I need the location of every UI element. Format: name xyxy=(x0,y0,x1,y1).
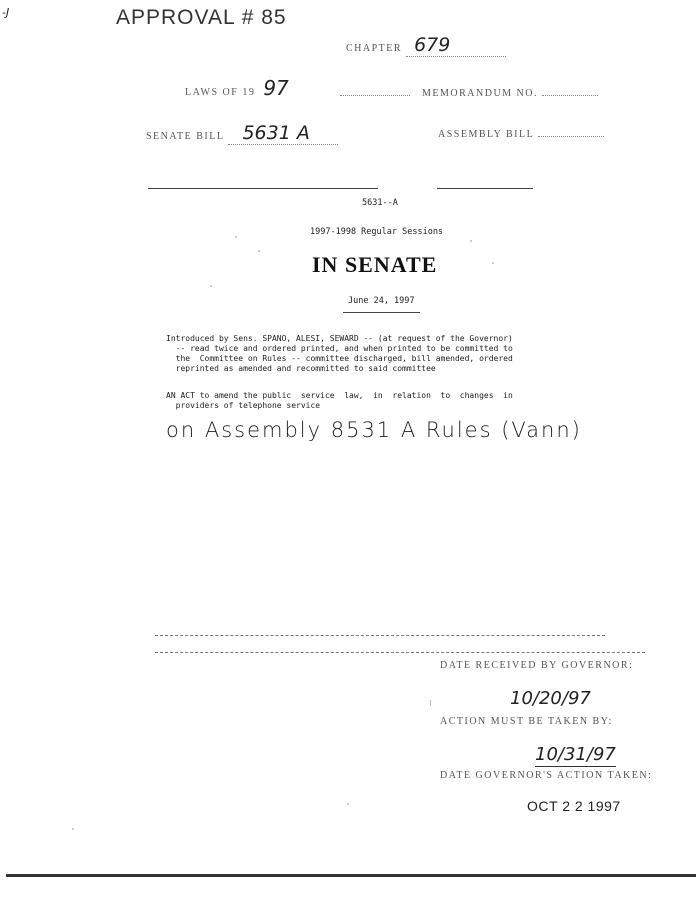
page-title: IN SENATE xyxy=(312,252,438,277)
chapter-field xyxy=(346,34,506,57)
scan-speck xyxy=(72,828,74,830)
memorandum-value xyxy=(542,95,598,96)
separator-left xyxy=(148,188,378,189)
introduction-line: the Committee on Rules -- committee discharged, bill amended, ordered xyxy=(166,354,513,363)
act-line: providers of telephone service xyxy=(166,401,321,410)
action-value: 10/31/97 xyxy=(535,744,616,765)
date-underline xyxy=(343,312,420,313)
memorandum-field xyxy=(340,83,598,101)
scan-speck xyxy=(492,262,494,264)
laws-label: LAWS OF 19 xyxy=(185,87,256,98)
lower-divider-1 xyxy=(155,635,605,636)
action-label: ACTION MUST BE TAKEN BY: xyxy=(440,716,613,727)
chapter-label: CHAPTER xyxy=(346,43,403,54)
taken-value-stamp: OCT 2 2 1997 xyxy=(527,798,621,814)
scan-speck xyxy=(430,700,431,706)
taken-label: DATE GOVERNOR'S ACTION TAKEN: xyxy=(440,770,653,781)
act-line: AN ACT to amend the public service law, in relation to changes in xyxy=(166,391,513,400)
handwritten-note: on Assembly 8531 A Rules (Vann) xyxy=(166,418,582,442)
assembly-bill-value xyxy=(538,136,604,137)
session-line: 1997-1998 Regular Sessions xyxy=(310,227,444,237)
scan-speck xyxy=(258,250,260,252)
separator-right xyxy=(437,188,533,189)
senate-bill-value: 5631 A xyxy=(228,122,338,145)
senate-bill-field xyxy=(146,122,338,145)
scan-bottom-edge xyxy=(6,874,696,877)
introduction-line: reprinted as amended and recommitted to said committee xyxy=(166,364,436,373)
chapter-value: 679 xyxy=(406,34,506,57)
received-label: DATE RECEIVED BY GOVERNOR: xyxy=(440,660,634,671)
corner-mark: -J xyxy=(2,6,10,19)
received-value: 10/20/97 xyxy=(510,688,591,709)
lower-divider-2 xyxy=(155,652,645,653)
memorandum-label: MEMORANDUM NO. xyxy=(422,88,539,99)
scan-speck xyxy=(470,240,472,242)
scan-speck xyxy=(347,803,349,805)
laws-value: 97 xyxy=(263,76,289,100)
bill-number: 5631--A xyxy=(362,198,398,208)
assembly-bill-label: ASSEMBLY BILL xyxy=(438,129,535,140)
memorandum-blank xyxy=(340,95,410,96)
introduction-line: -- read twice and ordered printed, and when printed to be committed to xyxy=(166,344,513,353)
bill-date: June 24, 1997 xyxy=(348,296,415,306)
laws-field xyxy=(185,76,289,100)
introduction-paragraph xyxy=(166,334,513,374)
act-paragraph xyxy=(166,391,513,411)
senate-bill-label: SENATE BILL xyxy=(146,131,225,142)
introduction-line: Introduced by Sens. SPANO, ALESI, SEWARD -- (at request of the Governor) xyxy=(166,334,513,343)
scan-speck xyxy=(235,236,237,238)
approval-stamp: APPROVAL # 85 xyxy=(116,6,287,29)
assembly-bill-field xyxy=(438,124,604,142)
scan-speck xyxy=(210,285,212,287)
